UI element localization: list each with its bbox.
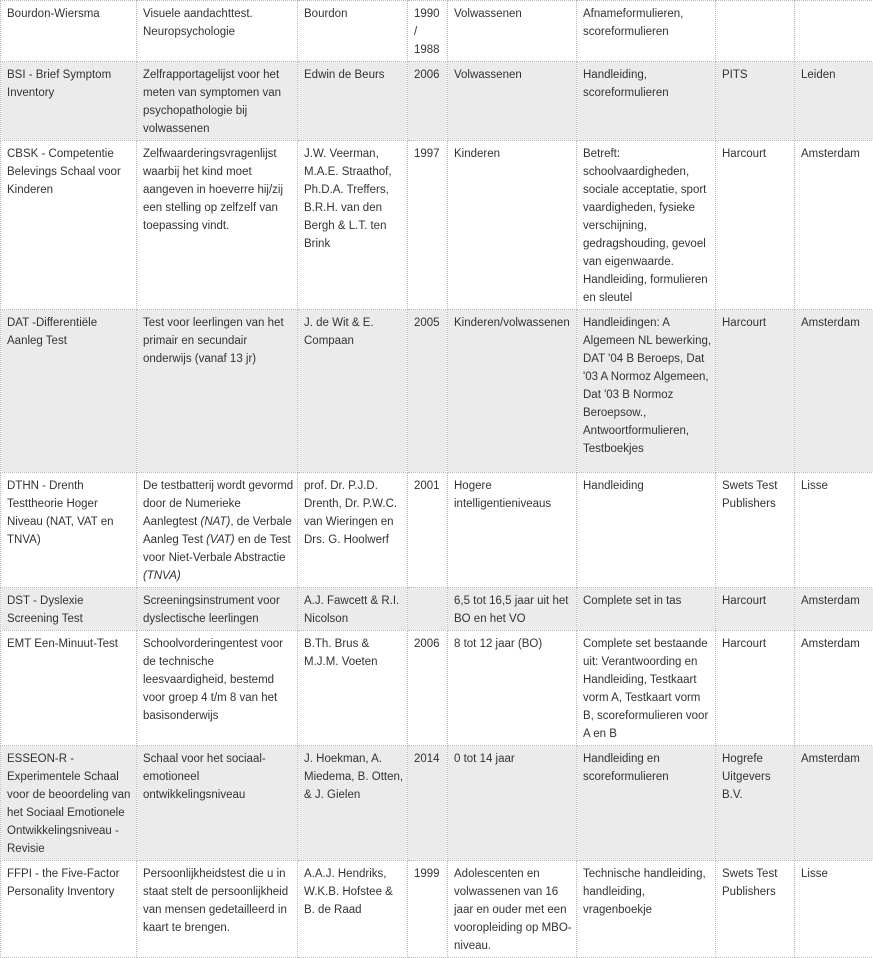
test-city: Amsterdam	[795, 588, 873, 631]
test-year: 1997	[408, 141, 448, 310]
test-name: BSI - Brief Symptom Inventory	[1, 62, 137, 141]
test-materials: Afnameformulieren, scoreformulieren	[577, 1, 716, 62]
test-publisher: Swets Test Publishers	[716, 861, 795, 958]
table-row	[1, 588, 873, 631]
test-authors: B.Th. Brus & M.J.M. Voeten	[298, 631, 408, 746]
test-target-group: Hogere intelligentieniveaus	[448, 473, 577, 588]
table-row	[1, 861, 873, 958]
description-text: , de Verbale Aanleg Test	[143, 516, 292, 546]
test-city: Amsterdam	[795, 141, 873, 310]
description-abbrev: (TNVA)	[143, 570, 181, 582]
test-materials: Complete set in tas	[577, 588, 716, 631]
test-city: Amsterdam	[795, 631, 873, 746]
table-row	[1, 1, 873, 62]
test-authors: J.W. Veerman, M.A.E. Straathof, Ph.D.A. Treffers, B.R.H. van den Bergh & L.T. ten Brink	[298, 141, 408, 310]
test-target-group: Volwassenen	[448, 62, 577, 141]
test-name: DST - Dyslexie Screening Test	[1, 588, 137, 631]
test-publisher: Hogrefe Uitgevers B.V.	[716, 746, 795, 861]
test-authors: prof. Dr. P.J.D. Drenth, Dr. P.W.C. van Wieringen en Drs. G. Hoolwerf	[298, 473, 408, 588]
test-city: Lisse	[795, 473, 873, 588]
description-abbrev: (VAT)	[206, 534, 235, 546]
test-year: 2006	[408, 62, 448, 141]
description-abbrev: (NAT)	[201, 516, 231, 528]
test-description	[137, 473, 298, 588]
test-materials: Technische handleiding, handleiding, vragenboekje	[577, 861, 716, 958]
test-materials: Handleiding	[577, 473, 716, 588]
test-authors: Bourdon	[298, 1, 408, 62]
test-materials: Handleidingen: A Algemeen NL bewerking, DAT '04 B Beroeps, Dat '03 A Normoz Algemeen, Dat '03 B Normoz Beroepsow., Antwoortformulieren, Testboekjes	[577, 310, 716, 473]
test-publisher: Harcourt	[716, 310, 795, 473]
test-description: Visuele aandachttest. Neuropsychologie	[137, 1, 298, 62]
test-materials: Betreft: schoolvaardigheden, sociale acceptatie, sport vaardigheden, fysieke verschijning, gedragshouding, gevoel van eigenwaarde. Handleiding, formulieren en sleutel	[577, 141, 716, 310]
test-target-group: 8 tot 12 jaar (BO)	[448, 631, 577, 746]
test-authors: A.A.J. Hendriks, W.K.B. Hofstee & B. de Raad	[298, 861, 408, 958]
test-name: FFPI - the Five-Factor Personality Inventory	[1, 861, 137, 958]
test-name: ESSEON-R - Experimentele Schaal voor de beoordeling van het Sociaal Emotionele Ontwikkelingsniveau - Revisie	[1, 746, 137, 861]
test-name: DTHN - Drenth Testtheorie Hoger Niveau (NAT, VAT en TNVA)	[1, 473, 137, 588]
test-name: Bourdon-Wiersma	[1, 1, 137, 62]
test-publisher: Harcourt	[716, 141, 795, 310]
test-authors: A.J. Fawcett & R.I. Nicolson	[298, 588, 408, 631]
test-target-group: Kinderen	[448, 141, 577, 310]
test-name: DAT -Differentiële Aanleg Test	[1, 310, 137, 473]
test-publisher	[716, 1, 795, 62]
test-publisher: Harcourt	[716, 631, 795, 746]
test-name: CBSK - Competentie Belevings Schaal voor Kinderen	[1, 141, 137, 310]
test-year: 2001	[408, 473, 448, 588]
test-description: Schoolvorderingentest voor de technische leesvaardigheid, bestemd voor groep 4 t/m 8 van het basisonderwijs	[137, 631, 298, 746]
test-description: Schaal voor het sociaal-emotioneel ontwikkelingsniveau	[137, 746, 298, 861]
test-description: Zelfrapportagelijst voor het meten van symptomen van psychopathologie bij volwassenen	[137, 62, 298, 141]
test-city: Lisse	[795, 861, 873, 958]
test-authors: Edwin de Beurs	[298, 62, 408, 141]
table-row	[1, 62, 873, 141]
test-name: EMT Een-Minuut-Test	[1, 631, 137, 746]
test-description: Screeningsinstrument voor dyslectische leerlingen	[137, 588, 298, 631]
table-row	[1, 631, 873, 746]
test-target-group: 0 tot 14 jaar	[448, 746, 577, 861]
test-year	[408, 588, 448, 631]
test-year: 1999	[408, 861, 448, 958]
description-text: en de Test voor Niet-Verbale Abstractie	[143, 534, 291, 564]
test-description: Persoonlijkheidstest die u in staat stelt de persoonlijkheid van mensen gedetailleerd in kaart te brengen.	[137, 861, 298, 958]
test-description: Zelfwaarderingsvragenlijst waarbij het kind moet aangeven in hoeverre hij/zij een stelling op zelfzelf van toepassing vindt.	[137, 141, 298, 310]
test-city: Amsterdam	[795, 746, 873, 861]
test-description: Test voor leerlingen van het primair en secundair onderwijs (vanaf 13 jr)	[137, 310, 298, 473]
test-materials: Handleiding, scoreformulieren	[577, 62, 716, 141]
test-authors: J. de Wit & E. Compaan	[298, 310, 408, 473]
table-row	[1, 473, 873, 588]
test-publisher: PITS	[716, 62, 795, 141]
test-materials: Handleiding en scoreformulieren	[577, 746, 716, 861]
description-text: De testbatterij wordt gevormd door de Numerieke Aanlegtest	[143, 480, 293, 528]
test-city	[795, 1, 873, 62]
test-year: 2014	[408, 746, 448, 861]
test-materials: Complete set bestaande uit: Verantwoording en Handleiding, Testkaart vorm A, Testkaart vorm B, scoreformulieren voor A en B	[577, 631, 716, 746]
test-publisher: Harcourt	[716, 588, 795, 631]
test-target-group: Adolescenten en volwassenen van 16 jaar en ouder met een vooropleiding op MBO-niveau.	[448, 861, 577, 958]
table-row	[1, 746, 873, 861]
test-target-group: Volwassenen	[448, 1, 577, 62]
test-year: 1990 / 1988	[408, 1, 448, 62]
test-authors: J. Hoekman, A. Miedema, B. Otten, & J. Gielen	[298, 746, 408, 861]
test-publisher: Swets Test Publishers	[716, 473, 795, 588]
test-year: 2005	[408, 310, 448, 473]
test-city: Amsterdam	[795, 310, 873, 473]
test-target-group: 6,5 tot 16,5 jaar uit het BO en het VO	[448, 588, 577, 631]
test-target-group: Kinderen/volwassenen	[448, 310, 577, 473]
table-row	[1, 141, 873, 310]
test-city: Leiden	[795, 62, 873, 141]
test-year: 2006	[408, 631, 448, 746]
table-row	[1, 310, 873, 473]
